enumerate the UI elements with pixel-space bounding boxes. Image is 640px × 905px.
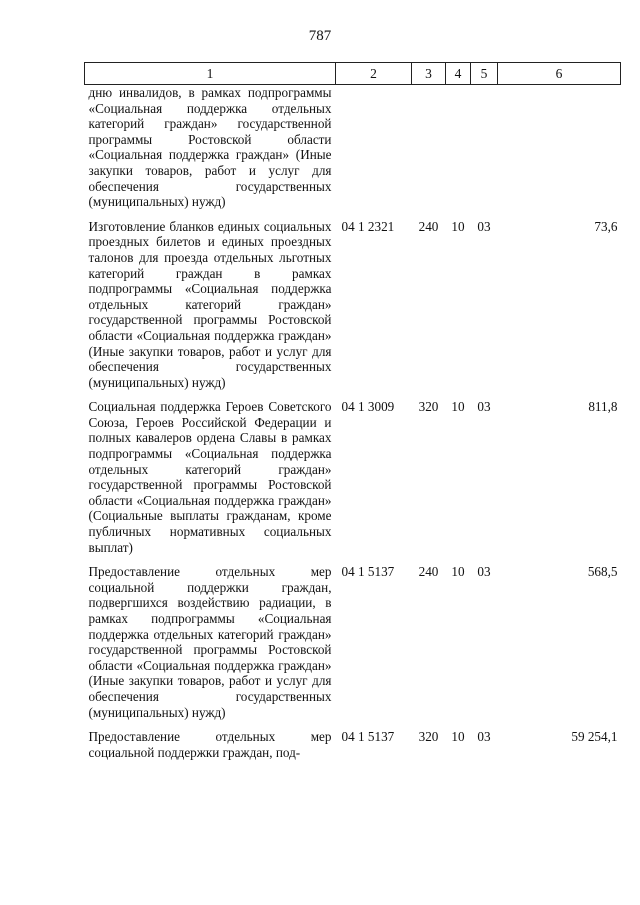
row-col3: 320 [418, 729, 439, 745]
row-description: Изготовление бланков единых социальных проездных билетов и единых проездных талонов для проезда отдельных льготных категорий граждан в рамках подпрограммы «Социальная поддержка отдельных категорий граждан» государственной программы Ростовской области «Социальная поддержка граждан» (Иные закупки товаров, работ и услуг для обеспечения государственных (муниципальных) нужд) [88, 218, 332, 390]
row-col5: 03 [477, 218, 491, 234]
page-number: 787 [308, 28, 332, 44]
row-col4: 10 [451, 564, 465, 580]
row-col4: 10 [451, 729, 465, 745]
table-row [85, 85, 621, 210]
header-cell-4: 4 [446, 63, 471, 85]
row-col3 [412, 85, 446, 210]
header-row [85, 63, 621, 85]
row-code: 04 1 5137 [341, 564, 395, 580]
row-description: Социальная поддержка Героев Советского Союза, Героев Российской Федерации и полных кавалеров ордена Славы в рамках подпрограммы «Социальная поддержка отдельных категорий граждан» государственной программы Ростовской области «Социальная поддержка граждан» (Социальные выплаты гражданам, кроме публичных нормативных социальных выплат) [88, 399, 332, 555]
row-col4 [446, 85, 471, 210]
header-cell-5: 5 [471, 63, 498, 85]
table-row [85, 564, 621, 720]
header-cell-6: 6 [498, 63, 621, 85]
table-row [85, 399, 621, 555]
row-code: 04 1 5137 [341, 729, 395, 745]
header-cell-3: 3 [412, 63, 446, 85]
row-code [336, 85, 412, 210]
row-col5 [471, 85, 498, 210]
header-cell-1: 1 [85, 63, 336, 85]
row-amount: 568,5 [587, 564, 618, 580]
row-description: Предоставление отдельных мер социальной поддержки граждан, под- [88, 729, 332, 760]
row-col3: 320 [418, 399, 439, 415]
row-col5: 03 [477, 564, 491, 580]
row-description: Предоставление отдельных мер социальной поддержки граждан, подвергшихся воздействию радиации, в рамках подпрограммы «Социальная поддержка отдельных категорий граждан» государственной программы Ростовской области «Социальная поддержка граждан» (Иные закупки товаров, работ и услуг для обеспечения государственных (муниципальных) нужд) [88, 564, 332, 720]
row-amount [498, 85, 621, 210]
header-cell-2: 2 [336, 63, 412, 85]
row-col5: 03 [477, 729, 491, 745]
table-row [85, 219, 621, 391]
row-col3: 240 [418, 564, 439, 580]
row-code: 04 1 3009 [341, 399, 395, 415]
row-code: 04 1 2321 [341, 218, 395, 234]
table-row [85, 729, 621, 760]
row-col5: 03 [477, 399, 491, 415]
row-col4: 10 [451, 399, 465, 415]
row-description: дню инвалидов, в рамках подпрограммы «Социальная поддержка отдельных категорий граждан» государственной программы Ростовской области «Социальная поддержка граждан» (Иные закупки товаров, работ и услуг для обеспечения государственных (муниципальных) нужд) [88, 85, 332, 210]
row-col3: 240 [418, 218, 439, 234]
row-amount: 59 254,1 [571, 729, 618, 745]
budget-table [84, 62, 621, 760]
row-col4: 10 [451, 218, 465, 234]
row-amount: 811,8 [588, 399, 618, 415]
row-amount: 73,6 [594, 218, 618, 234]
